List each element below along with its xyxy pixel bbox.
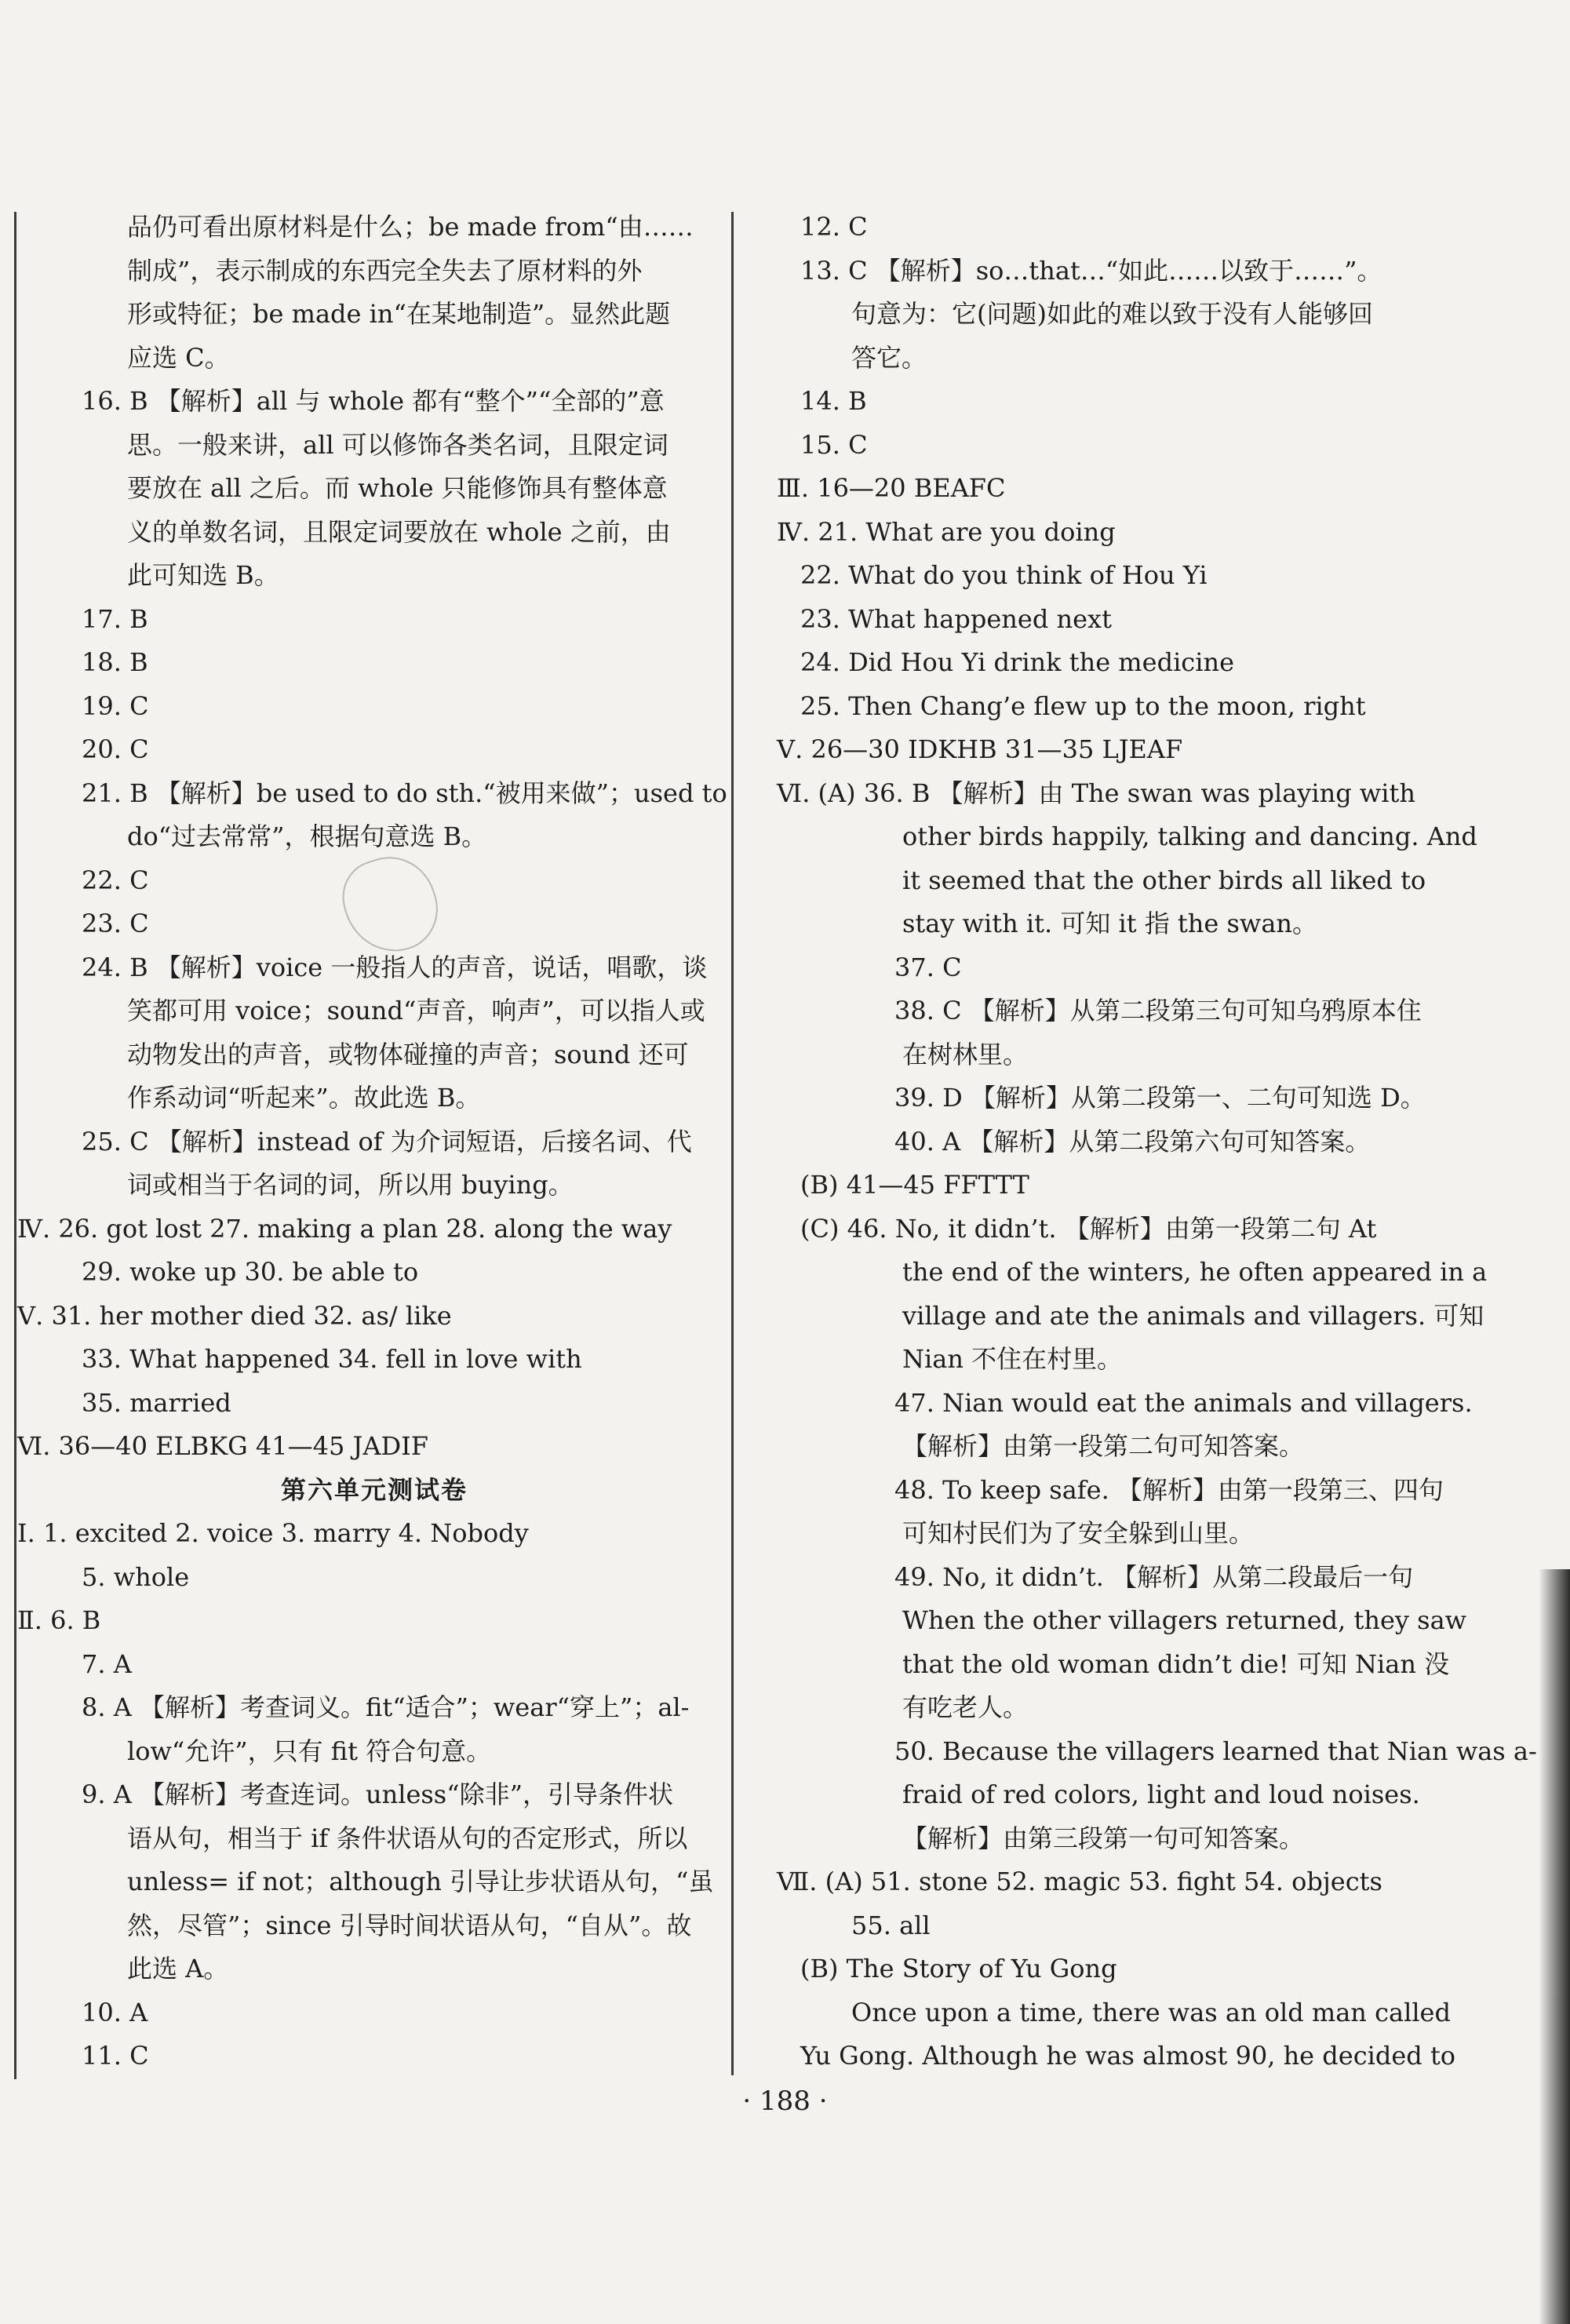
right-line: 12. C <box>800 212 868 242</box>
right-column <box>777 206 1537 2078</box>
right-line: 48. To keep safe. 【解析】由第一段第三、四句 <box>894 1474 1444 1505</box>
right-line: 39. D 【解析】从第二段第一、二句可知选 D。 <box>894 1083 1426 1113</box>
left-line: 25. C 【解析】instead of 为介词短语，后接名词、代 <box>82 1126 692 1157</box>
right-line: Ⅶ. (A) 51. stone 52. magic 53. fight 54. objects <box>777 1867 1382 1896</box>
right-line: When the other villagers returned, they saw <box>902 1605 1467 1635</box>
left-line: 33. What happened 34. fell in love with <box>82 1344 582 1374</box>
left-line: 11. C <box>82 2041 149 2071</box>
left-line: 21. B 【解析】be used to do sth.“被用来做”；used to <box>82 778 727 808</box>
right-line: 37. C <box>894 952 962 982</box>
right-line: 22. What do you think of Hou Yi <box>800 560 1208 590</box>
right-line: the end of the winters, he often appeared in a <box>902 1257 1488 1287</box>
left-line: 18. B <box>82 647 148 677</box>
right-line: 【解析】由第三段第一句可知答案。 <box>902 1823 1305 1853</box>
left-line: 35. married <box>82 1387 231 1418</box>
left-line: 笑都可用 voice；sound“声音，响声”，可以指人或 <box>127 996 705 1025</box>
right-line: Ⅵ. (A) 36. B 【解析】由 The swan was playing with <box>777 778 1415 808</box>
right-line: 句意为：它(问题)如此的难以致于没有人能够回 <box>851 299 1373 329</box>
right-line: 55. all <box>851 1910 931 1940</box>
left-line: 此可知选 B。 <box>127 560 279 590</box>
left-line: 形或特征；be made in“在某地制造”。显然此题 <box>127 299 671 329</box>
right-line: 【解析】由第一段第二句可知答案。 <box>902 1431 1305 1461</box>
left-line: 17. B <box>82 603 148 634</box>
left-line: 应选 C。 <box>127 342 230 373</box>
left-line: 第六单元测试卷 <box>280 1474 468 1505</box>
left-line: Ⅱ. 6. B <box>17 1605 101 1635</box>
left-column <box>17 206 731 2078</box>
left-line: Ⅳ. 26. got lost 27. making a plan 28. along the way <box>17 1213 672 1244</box>
right-line: (C) 46. No, it didn’t. 【解析】由第一段第二句 At <box>800 1213 1377 1244</box>
left-line: 制成”，表示制成的东西完全失去了原材料的外 <box>127 255 643 286</box>
left-line: 10. A <box>82 1997 148 2027</box>
page-edge-shadow <box>1539 1569 1570 2324</box>
left-line: 20. C <box>82 734 149 764</box>
right-line: 49. No, it didn’t. 【解析】从第二段最后一句 <box>894 1561 1414 1592</box>
left-line: low“允许”，只有 fit 符合句意。 <box>127 1736 492 1766</box>
left-line: 22. C <box>82 865 149 895</box>
right-line: Yu Gong. Although he was almost 90, he decided to <box>800 2041 1456 2071</box>
left-line: 作系动词“听起来”。故此选 B。 <box>127 1083 481 1113</box>
left-line: 19. C <box>82 690 149 721</box>
left-line: Ⅴ. 31. her mother died 32. as/ like <box>17 1300 452 1331</box>
left-line: 义的单数名词，且限定词要放在 whole 之前，由 <box>127 516 671 547</box>
left-line: 8. A 【解析】考查词义。fit“适合”；wear“穿上”；al- <box>82 1692 690 1722</box>
page-number: · 188 · <box>742 2085 828 2117</box>
right-line: 13. C 【解析】so…that…“如此……以致于……”。 <box>800 255 1382 286</box>
right-line: 25. Then Chang’e flew up to the moon, right <box>800 690 1366 721</box>
left-line: do“过去常常”，根据句意选 B。 <box>127 821 487 851</box>
right-line: 40. A 【解析】从第二段第六句可知答案。 <box>894 1126 1371 1157</box>
left-line: 语从句，相当于 if 条件状语从句的否定形式，所以 <box>127 1823 688 1853</box>
right-line: 答它。 <box>851 342 927 373</box>
left-line: Ⅵ. 36—40 ELBKG 41—45 JADIF <box>17 1431 428 1461</box>
right-line: village and ate the animals and villagers. 可知 <box>902 1300 1484 1331</box>
right-line: Nian 不住在村里。 <box>902 1344 1123 1374</box>
column-divider <box>731 212 734 2075</box>
left-line: unless= if not；although 引导让步状语从句，“虽 <box>127 1867 714 1896</box>
left-line: 动物发出的声音，或物体碰撞的声音；sound 还可 <box>127 1039 689 1069</box>
right-line: Once upon a time, there was an old man called <box>851 1997 1451 2027</box>
left-line: 7. A <box>82 1648 132 1679</box>
left-line: 思。一般来讲，all 可以修饰各类名词，且限定词 <box>127 429 668 460</box>
right-line: it seemed that the other birds all liked to <box>902 865 1426 895</box>
right-line: Ⅳ. 21. What are you doing <box>777 516 1116 547</box>
left-line: 9. A 【解析】考查连词。unless“除非”，引导条件状 <box>82 1779 673 1809</box>
right-line: 38. C 【解析】从第二段第三句可知乌鸦原本住 <box>894 996 1422 1025</box>
left-line: 此选 A。 <box>127 1954 229 1983</box>
right-line: 可知村民们为了安全躲到山里。 <box>902 1518 1255 1548</box>
right-line: 24. Did Hou Yi drink the medicine <box>800 647 1234 677</box>
right-line: Ⅴ. 26—30 IDKHB 31—35 LJEAF <box>777 734 1183 764</box>
left-line: Ⅰ. 1. excited 2. voice 3. marry 4. Nobody <box>17 1518 529 1548</box>
right-line: (B) 41—45 FFTTT <box>800 1170 1029 1200</box>
right-line: (B) The Story of Yu Gong <box>800 1954 1117 1983</box>
right-line: 15. C <box>800 429 868 460</box>
left-line: 品仍可看出原材料是什么；be made from“由…… <box>127 212 694 242</box>
right-line: fraid of red colors, light and loud noises. <box>902 1779 1420 1809</box>
right-line: that the old woman didn’t die! 可知 Nian 没 <box>902 1648 1450 1679</box>
left-line: 要放在 all 之后。而 whole 只能修饰具有整体意 <box>127 473 668 503</box>
right-line: 47. Nian would eat the animals and villagers. <box>894 1387 1473 1418</box>
left-line: 5. whole <box>82 1561 190 1592</box>
right-line: stay with it. 可知 it 指 the swan。 <box>902 909 1318 938</box>
left-margin-rule <box>14 212 16 2079</box>
right-line: 14. B <box>800 386 867 416</box>
left-line: 24. B 【解析】voice 一般指人的声音，说话，唱歌，谈 <box>82 952 708 982</box>
right-line: other birds happily, talking and dancing. And <box>902 821 1477 851</box>
left-line: 23. C <box>82 909 149 938</box>
left-line: 词或相当于名词的词，所以用 buying。 <box>127 1170 574 1200</box>
right-line: 23. What happened next <box>800 603 1112 634</box>
right-line: Ⅲ. 16—20 BEAFC <box>777 473 1006 503</box>
right-line: 50. Because the villagers learned that Nian was a- <box>894 1736 1537 1766</box>
right-line: 在树林里。 <box>902 1039 1029 1069</box>
left-line: 16. B 【解析】all 与 whole 都有“整个”“全部的”意 <box>82 386 665 416</box>
left-line: 29. woke up 30. be able to <box>82 1257 419 1287</box>
left-line: 然，尽管”；since 引导时间状语从句，“自从”。故 <box>127 1910 692 1940</box>
right-line: 有吃老人。 <box>902 1692 1029 1722</box>
